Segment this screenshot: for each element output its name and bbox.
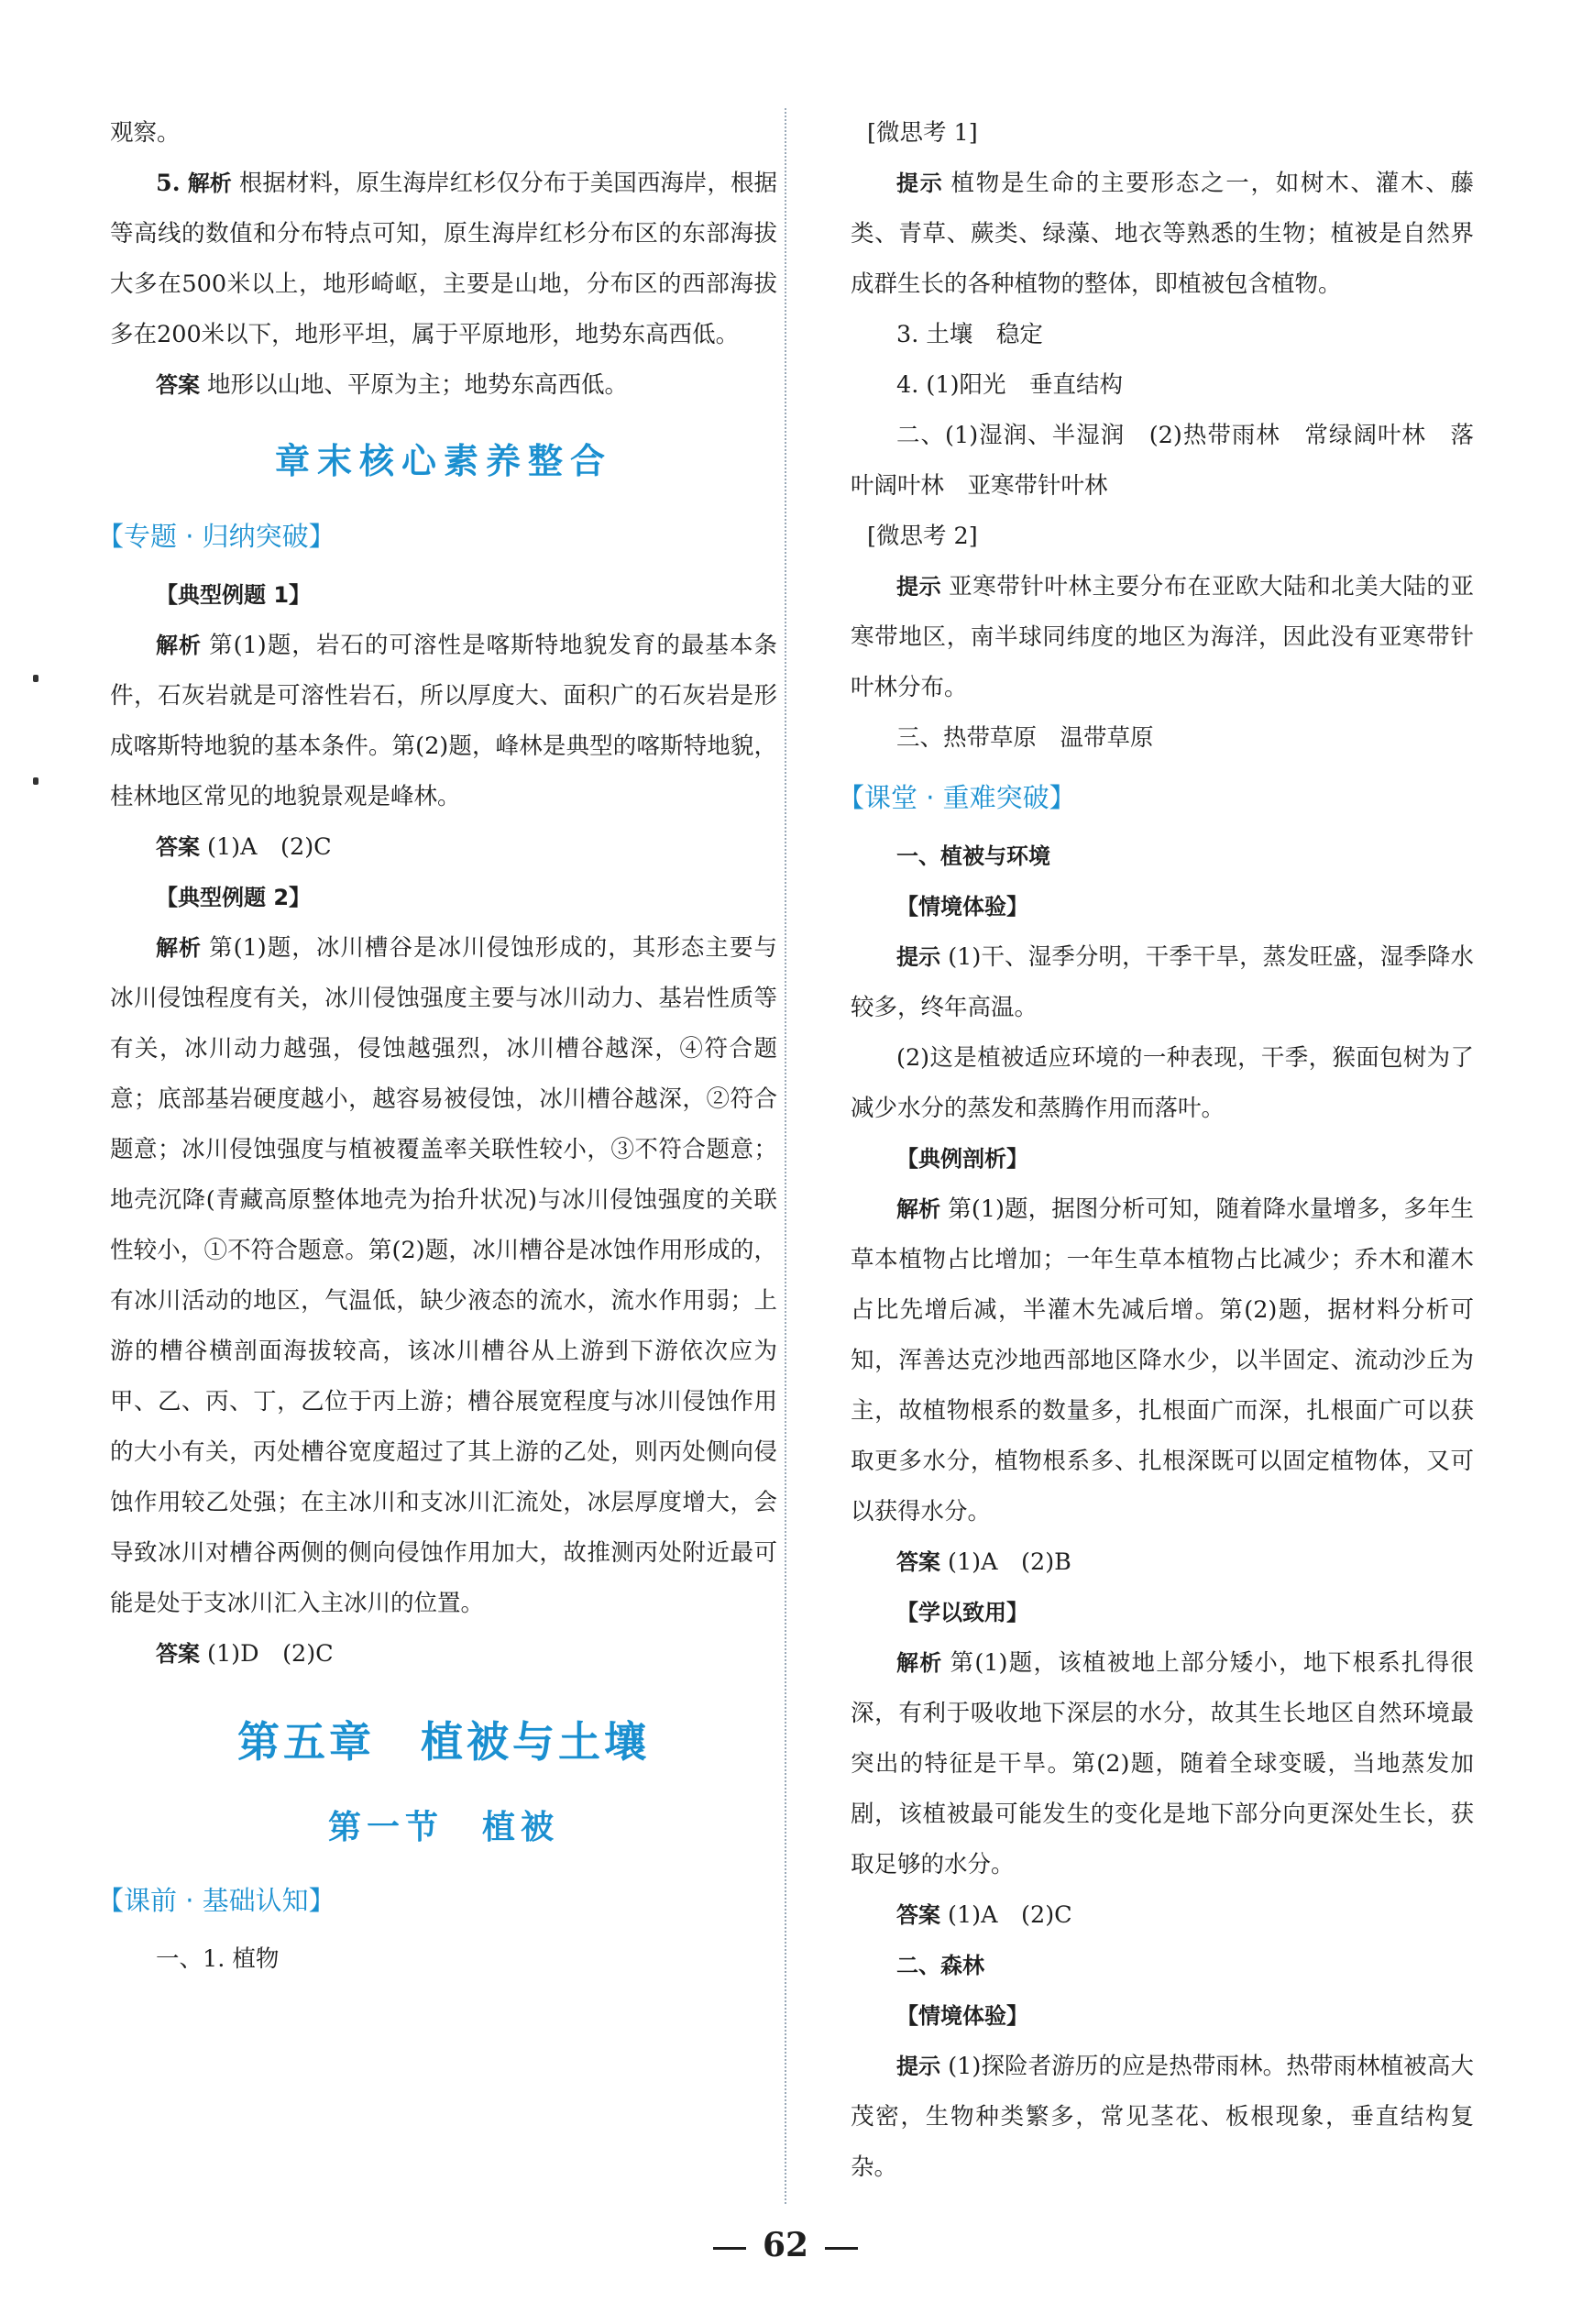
example-2-title: 【典型例题 2】 xyxy=(156,885,312,910)
question-5-answer xyxy=(110,360,777,411)
page-number xyxy=(0,2226,1571,2264)
page-number-value: 62 xyxy=(762,2226,809,2264)
question-number: 5. xyxy=(156,170,181,197)
hint-label: 提示 xyxy=(896,574,942,600)
answer-label: 答案 xyxy=(896,1902,940,1928)
hint-text: (1)干、湿季分明，干季干旱，蒸发旺盛，湿季降水较多，终年高温。 xyxy=(851,943,1475,1021)
section-title: 章末核心素养整合 xyxy=(274,440,612,481)
example-2-analysis xyxy=(110,923,777,1629)
scenario-hint-2: (2)这是植被适应环境的一种表现，干季，猴面包树为了减少水分的蒸发和蒸腾作用而落叶。 xyxy=(851,1044,1474,1122)
answer-item: 3. 土壤 稳定 xyxy=(896,321,1043,348)
analysis-text: 根据材料，原生海岸红杉仅分布于美国西海岸，根据等高线的数值和分布特点可知，原生海岸红杉分布区的东部海拔大多在500米以上，地形崎岖，主要是山地，分布区的西部海拔多在200米以下，地形平坦，属于平原地形，地势东高西低。 xyxy=(110,170,777,348)
answer-text: (1)A (2)C xyxy=(948,1901,1072,1929)
question-5-analysis xyxy=(110,159,777,360)
chapter-title: 第五章 植被与土壤 xyxy=(237,1717,650,1767)
margin-mark xyxy=(33,675,38,682)
analysis-text: 第(1)题，冰川槽谷是冰川侵蚀形成的，其形态主要与冰川侵蚀程度有关，冰川侵蚀强度主要与冰川动力、基岩性质等有关，冰川动力越强，侵蚀越强烈，冰川槽谷越深，④符合题意；底部基岩硬度越小，越容易被侵蚀，冰川槽谷越深，②符合题意；冰川侵蚀强度与植被覆盖率关联性较小，③不符合题意；地壳沉降(青藏高原整体地壳为抬升状况)与冰川侵蚀强度的关联性较小，①不符合题意。第(2)题，冰川槽谷是冰蚀作用形成的，有冰川活动的地区，气温低，缺少液态的流水，流水作用弱；上游的槽谷横剖面海拔较高，该冰川槽谷从上游到下游依次应为甲、乙、丙、丁，乙位于丙上游；槽谷展宽程度与冰川侵蚀作用的大小有关，丙处槽谷宽度超过了其上游的乙处，则丙处侧向侵蚀作用较乙处强；在主冰川和支冰川汇流处，冰层厚度增大，会导致冰川对槽谷两侧的侧向侵蚀作用加大，故推测丙处附近最可能是处于支冰川汇入主冰川的位置。 xyxy=(110,934,778,1617)
answer-text: (1)A (2)B xyxy=(948,1548,1071,1576)
case-analysis xyxy=(851,1184,1474,1537)
analysis-label: 解析 xyxy=(896,1650,943,1676)
left-column xyxy=(97,108,778,1985)
right-column xyxy=(838,108,1475,2193)
apply-answer xyxy=(851,1890,1474,1941)
column-divider xyxy=(785,108,786,2204)
example-2-answer xyxy=(110,1629,777,1680)
pre-class-heading: 【课前 · 基础认知】 xyxy=(97,1885,335,1916)
analysis-label: 解析 xyxy=(156,935,203,961)
scenario-title: 【情境体验】 xyxy=(896,894,1028,920)
hint-text: 亚寒带针叶林主要分布在亚欧大陆和北美大陆的亚寒带地区，南半球同纬度的地区为海洋，因此没有亚寒带针叶林分布。 xyxy=(851,573,1474,701)
answer-item: 4. (1)阳光 垂直结构 xyxy=(896,371,1124,399)
topic-heading: 【专题 · 归纳突破】 xyxy=(97,521,335,552)
think-heading: [微思考 2] xyxy=(867,523,978,550)
answer-item: 三、热带草原 温带草原 xyxy=(896,724,1154,752)
analysis-text: 第(1)题，据图分析可知，随着降水量增多，多年生草本植物占比增加；一年生草本植物占比减少；乔木和灌木占比先增后减，半灌木先减后增。第(2)题，据材料分析可知，浑善达克沙地西部地区降水少，以半固定、流动沙丘为主，故植物根系的数量多，扎根面广而深，扎根面广可以获取更多水分，植物根系多、扎根深既可以固定植物体，又可以获得水分。 xyxy=(851,1195,1475,1525)
analysis-text: 第(1)题，岩石的可溶性是喀斯特地貌发育的最基本条件，石灰岩就是可溶性岩石，所以厚度大、面积广的石灰岩是形成喀斯特地貌的基本条件。第(2)题，峰林是典型的喀斯特地貌，桂林地区常见的地貌景观是峰林。 xyxy=(110,632,778,810)
hint-label: 提示 xyxy=(896,2054,941,2079)
margin-mark xyxy=(33,777,38,785)
lesson-title: 第一节 植被 xyxy=(327,1808,559,1846)
answer-label: 答案 xyxy=(156,372,200,398)
case-answer xyxy=(851,1537,1474,1588)
analysis-label: 解析 xyxy=(187,171,232,196)
apply-analysis xyxy=(851,1638,1474,1890)
dash-right xyxy=(825,2247,858,2250)
subsection-title: 二、森林 xyxy=(896,1953,984,1978)
scenario-title: 【情境体验】 xyxy=(896,2003,1028,2029)
answer-label: 答案 xyxy=(156,834,200,860)
think-heading: [微思考 1] xyxy=(867,119,978,147)
answer-item: 一、1. 植物 xyxy=(156,1945,280,1973)
dash-left xyxy=(713,2247,746,2250)
analysis-label: 解析 xyxy=(156,633,203,658)
answer-item: 二、(1)湿润、半湿润 (2)热带雨林 常绿阔叶林 落叶阔叶林 亚寒带针叶林 xyxy=(851,422,1474,500)
think-2-hint xyxy=(851,562,1474,713)
continued-text: 观察。 xyxy=(110,119,181,147)
hint-label: 提示 xyxy=(896,944,941,970)
scenario-hint xyxy=(851,932,1474,1033)
subsection-title: 一、植被与环境 xyxy=(896,843,1050,869)
answer-text: 地形以山地、平原为主；地势东高西低。 xyxy=(207,371,629,399)
in-class-heading: 【课堂 · 重难突破】 xyxy=(838,782,1076,813)
think-1-hint xyxy=(851,159,1474,310)
apply-title: 【学以致用】 xyxy=(896,1600,1028,1625)
example-1-title: 【典型例题 1】 xyxy=(156,582,312,608)
example-1-analysis xyxy=(110,621,777,822)
analysis-label: 解析 xyxy=(896,1196,941,1222)
answer-text: (1)D (2)C xyxy=(207,1640,334,1668)
hint-text: (1)探险者游历的应是热带雨林。热带雨林植被高大茂密，生物种类繁多，常见茎花、板根现象，垂直结构复杂。 xyxy=(851,2053,1475,2181)
scenario-hint xyxy=(851,2042,1474,2193)
example-1-answer xyxy=(110,822,777,873)
answer-label: 答案 xyxy=(896,1549,940,1575)
answer-text: (1)A (2)C xyxy=(207,833,332,861)
case-title: 【典例剖析】 xyxy=(896,1146,1028,1172)
hint-label: 提示 xyxy=(896,171,944,196)
hint-text: 植物是生命的主要形态之一，如树木、灌木、藤类、青草、蕨类、绿藻、地衣等熟悉的生物；植被是自然界成群生长的各种植物的整体，即植被包含植物。 xyxy=(851,170,1474,298)
answer-label: 答案 xyxy=(156,1641,200,1667)
analysis-text: 第(1)题，该植被地上部分矮小，地下根系扎得很深，有利于吸收地下深层的水分，故其生长地区自然环境最突出的特征是干旱。第(2)题，随着全球变暖，当地蒸发加剧，该植被最可能发生的变化是地下部分向更深处生长，获取足够的水分。 xyxy=(851,1649,1475,1878)
